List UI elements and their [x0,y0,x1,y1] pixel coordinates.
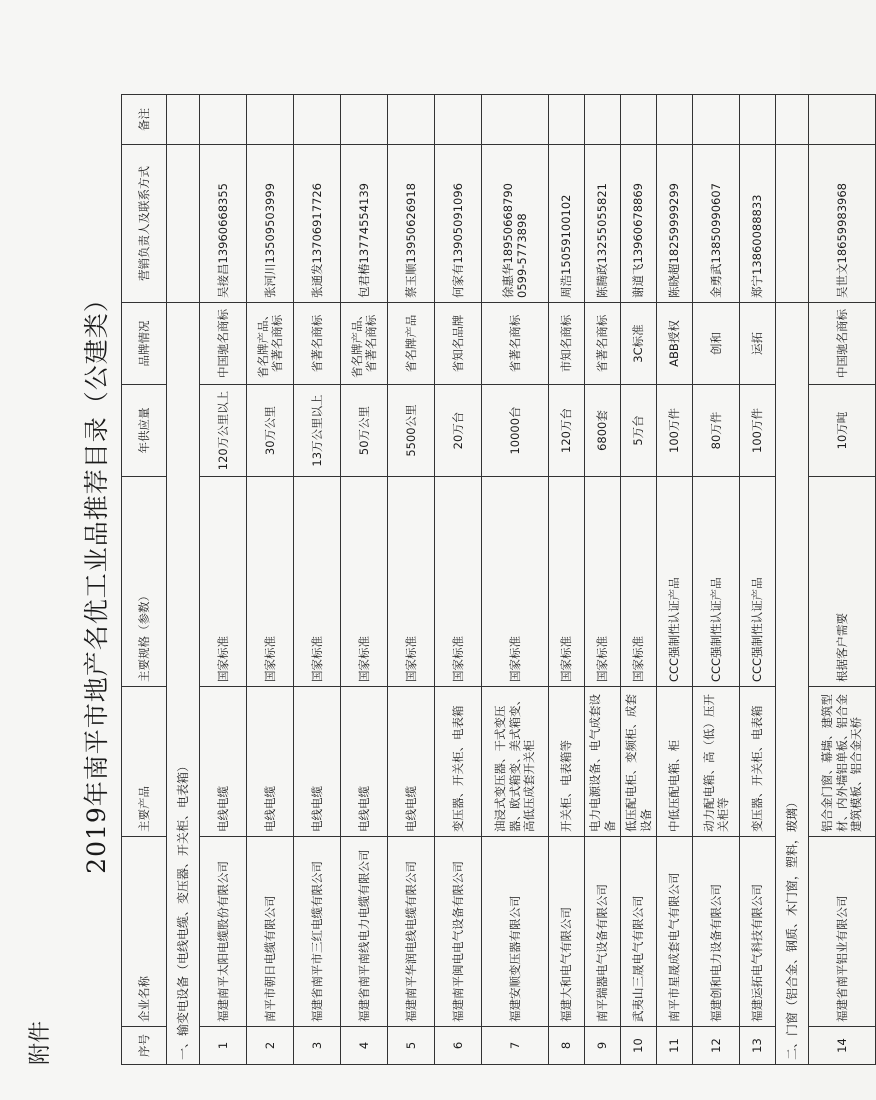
cell-contact: 陈晓超18259999299 [657,145,693,303]
cell-contact: 吴接昌13960668355 [200,145,247,303]
cell-brand: 省名牌产品、省著名商标 [341,303,388,385]
cell-company: 福建省南平南线电力电缆有限公司 [341,837,388,1027]
cell-brand: 省知名品牌 [435,303,482,385]
cell-contact: 张河川13509503999 [247,145,294,303]
cell-products: 变压器、开关柜、电表箱 [435,687,482,837]
category-label: 一、输变电设备（电线电缆、变压器、开关柜、电表箱） [167,303,200,1065]
cell-supply: 6800套 [585,385,621,477]
product-table [121,94,876,1065]
category-label: 二、门窗（铝合金、钢质、木门窗，塑料，玻璃） [776,303,809,1065]
cell-spec: 国家标准 [341,477,388,687]
rotated-sheet [28,95,864,1065]
category-row [776,95,809,1065]
table-row [435,95,482,1065]
cell-supply: 50万公里 [341,385,388,477]
category-row [167,95,200,1065]
table-row [341,95,388,1065]
table-row [585,95,621,1065]
header-supply: 年供应量 [122,385,167,477]
table-row [247,95,294,1065]
cell-products: 电力电源设备、电气成套设备 [585,687,621,837]
header-company: 企业名称 [122,837,167,1027]
cell-supply: 13万公里以上 [294,385,341,477]
cell-spec: 国家标准 [247,477,294,687]
cell-seq: 13 [740,1027,776,1065]
cell-remark [247,95,294,145]
cell-spec: 国家标准 [549,477,585,687]
cell-products: 动力配电箱、高（低）压开关柜等 [693,687,740,837]
cell-products: 电线电缆 [200,687,247,837]
cell-brand: 创和 [693,303,740,385]
cell-seq: 8 [549,1027,585,1065]
header-remark: 备注 [122,95,167,145]
cell-supply: 30万公里 [247,385,294,477]
cell-remark [435,95,482,145]
category-empty-cell [167,145,200,303]
category-empty-cell [167,95,200,145]
cell-brand: 省名牌产品、省著名商标 [247,303,294,385]
table-row [388,95,435,1065]
table-row [740,95,776,1065]
category-empty-cell [776,145,809,303]
cell-remark [388,95,435,145]
cell-products: 开关柜、电表箱等 [549,687,585,837]
cell-seq: 12 [693,1027,740,1065]
cell-seq: 9 [585,1027,621,1065]
cell-company: 福建省南平铝业有限公司 [809,837,876,1027]
table-row [482,95,549,1065]
cell-spec: 根据客户需要 [809,477,876,687]
cell-products: 电线电缆 [388,687,435,837]
cell-seq: 11 [657,1027,693,1065]
header-seq: 序号 [122,1027,167,1065]
cell-remark [657,95,693,145]
cell-products: 铝合金门窗、幕墙、建筑型材、内外墙铝单板、铝合金建筑模板、铝合金天桥 [809,687,876,837]
cell-seq: 7 [482,1027,549,1065]
cell-supply: 10000台 [482,385,549,477]
cell-spec: CCC强制性认证产品 [740,477,776,687]
cell-company: 武夷山三晟电气有限公司 [621,837,657,1027]
table-row [294,95,341,1065]
cell-company: 福建大和电气有限公司 [549,837,585,1027]
cell-brand: 省著名商标 [585,303,621,385]
cell-contact: 谢道飞13960678869 [621,145,657,303]
cell-seq: 4 [341,1027,388,1065]
cell-products: 电线电缆 [294,687,341,837]
cell-remark [200,95,247,145]
cell-brand: ABB授权 [657,303,693,385]
cell-brand: 省著名商标 [294,303,341,385]
cell-spec: 国家标准 [294,477,341,687]
table-row [549,95,585,1065]
cell-supply: 100万件 [657,385,693,477]
cell-supply: 120万台 [549,385,585,477]
cell-products: 电线电缆 [247,687,294,837]
cell-company: 福建南平闽电电气设备有限公司 [435,837,482,1027]
cell-seq: 5 [388,1027,435,1065]
cell-brand: 运拓 [740,303,776,385]
cell-products: 电线电缆 [341,687,388,837]
cell-remark [621,95,657,145]
header-products: 主要产品 [122,687,167,837]
cell-contact: 张通发13706917726 [294,145,341,303]
cell-company: 福建运拓电气科技有限公司 [740,837,776,1027]
cell-brand: 中国驰名商标 [809,303,876,385]
cell-contact: 何家有13905091096 [435,145,482,303]
cell-products: 油浸式变压器、干式变压器、欧式箱变、美式箱变、高低压成套开关柜 [482,687,549,837]
cell-seq: 6 [435,1027,482,1065]
cell-remark [482,95,549,145]
table-row [200,95,247,1065]
cell-seq: 14 [809,1027,876,1065]
cell-spec: 国家标准 [435,477,482,687]
cell-brand: 省著名商标 [482,303,549,385]
cell-supply: 5500公里 [388,385,435,477]
cell-spec: 国家标准 [388,477,435,687]
cell-brand: 中国驰名商标 [200,303,247,385]
cell-company: 福建省南平市三红电缆有限公司 [294,837,341,1027]
cell-brand: 市知名商标 [549,303,585,385]
header-contact: 营销负责人及联系方式 [122,145,167,303]
cell-company: 福建南平太阳电缆股份有限公司 [200,837,247,1027]
cell-seq: 2 [247,1027,294,1065]
cell-company: 南平瑞器电气设备有限公司 [585,837,621,1027]
cell-company: 南平市星晟成套电气有限公司 [657,837,693,1027]
cell-supply: 20万台 [435,385,482,477]
cell-remark [585,95,621,145]
cell-contact: 包君椿13774554139 [341,145,388,303]
cell-products: 变压器、开关柜、电表箱 [740,687,776,837]
cell-remark [341,95,388,145]
document-title: 2019年南平市地产名优工业品推荐目录（公建类） [82,286,111,874]
cell-contact: 蔡玉顺13950626918 [388,145,435,303]
table-row [693,95,740,1065]
attachment-label: 附件 [28,1020,53,1065]
cell-supply: 100万件 [740,385,776,477]
cell-products: 低压配电柜、变频柜、成套设备 [621,687,657,837]
cell-company: 福建南平华润电线电缆有限公司 [388,837,435,1027]
cell-company: 福建安顺变压器有限公司 [482,837,549,1027]
cell-remark [693,95,740,145]
cell-seq: 10 [621,1027,657,1065]
cell-spec: 国家标准 [585,477,621,687]
cell-contact: 周浩15059100102 [549,145,585,303]
cell-company: 南平市朝日电缆有限公司 [247,837,294,1027]
header-spec: 主要规格（参数） [122,477,167,687]
category-empty-cell [776,95,809,145]
cell-contact: 陈腾政13255055821 [585,145,621,303]
cell-spec: 国家标准 [200,477,247,687]
cell-contact: 吴世文18659983968 [809,145,876,303]
table-row [621,95,657,1065]
cell-seq: 3 [294,1027,341,1065]
cell-spec: CCC强制性认证产品 [693,477,740,687]
cell-seq: 1 [200,1027,247,1065]
cell-remark [740,95,776,145]
cell-spec: CCC强制性认证产品 [657,477,693,687]
cell-supply: 10万吨 [809,385,876,477]
cell-supply: 120万公里以上 [200,385,247,477]
cell-products: 中低压配电箱、柜 [657,687,693,837]
cell-contact: 郑宁13860088833 [740,145,776,303]
cell-company: 福建创和电力设备有限公司 [693,837,740,1027]
cell-supply: 5万台 [621,385,657,477]
cell-remark [809,95,876,145]
cell-contact: 金勇武13850990607 [693,145,740,303]
table-row [809,95,876,1065]
cell-spec: 国家标准 [482,477,549,687]
header-brand: 品牌情况 [122,303,167,385]
cell-brand: 省名牌产品 [388,303,435,385]
cell-brand: 3C标准 [621,303,657,385]
cell-remark [294,95,341,145]
cell-contact: 徐惠华18950668790 0599-5773898 [482,145,549,303]
header-row [122,95,167,1065]
table-row [657,95,693,1065]
cell-remark [549,95,585,145]
cell-supply: 80万件 [693,385,740,477]
cell-spec: 国家标准 [621,477,657,687]
